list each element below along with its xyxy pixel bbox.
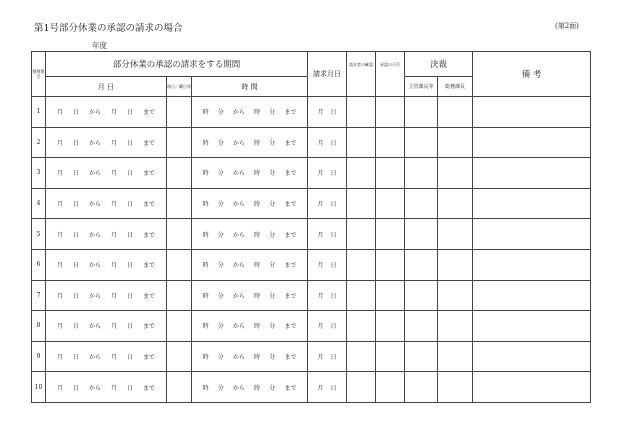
- time-text: から: [232, 262, 245, 270]
- time-text: 分: [217, 201, 224, 209]
- approval-cell[interactable]: [376, 372, 405, 403]
- time-text: 時: [202, 262, 209, 270]
- date-text: まで: [142, 109, 155, 117]
- time-text: 時: [202, 354, 209, 362]
- section-chief-cell[interactable]: [405, 188, 438, 219]
- weekday-cell[interactable]: [167, 249, 192, 280]
- table-row: [32, 188, 591, 219]
- section-chief-header: 主管課長等: [405, 77, 438, 97]
- time-text: まで: [284, 354, 297, 362]
- time-text: 分: [269, 354, 276, 362]
- weekday-cell[interactable]: [167, 311, 192, 342]
- section-chief-cell[interactable]: [405, 372, 438, 403]
- time-text: 時: [202, 384, 209, 392]
- table-row: [32, 249, 591, 280]
- date-text: 日: [72, 139, 79, 147]
- date-text: 日: [126, 170, 133, 178]
- general-affairs-cell[interactable]: [438, 188, 473, 219]
- time-text: 時: [254, 384, 261, 392]
- req-text: 日: [330, 201, 337, 209]
- approval-cell[interactable]: [376, 127, 405, 158]
- approval-header: 承認の可否: [376, 52, 405, 97]
- row-number: 1: [32, 97, 46, 128]
- date-text: 日: [126, 262, 133, 270]
- date-text: まで: [142, 384, 155, 392]
- time-text: 時: [254, 139, 261, 147]
- general-affairs-cell[interactable]: [438, 280, 473, 311]
- req-text: 月: [317, 384, 324, 392]
- date-text: 日: [72, 384, 79, 392]
- date-text: から: [88, 231, 101, 239]
- req-text: 日: [330, 170, 337, 178]
- date-text: 日: [72, 262, 79, 270]
- row-number: 6: [32, 249, 46, 280]
- time-cell[interactable]: [192, 311, 308, 342]
- date-text: から: [88, 170, 101, 178]
- date-text: 月: [110, 139, 117, 147]
- req-text: 月: [317, 323, 324, 331]
- section-chief-cell[interactable]: [405, 311, 438, 342]
- section-chief-cell[interactable]: [405, 280, 438, 311]
- req-text: 日: [330, 323, 337, 331]
- approval-cell[interactable]: [376, 97, 405, 128]
- date-text: まで: [142, 262, 155, 270]
- approval-cell[interactable]: [376, 341, 405, 372]
- date-text: 月: [110, 323, 117, 331]
- date-cell[interactable]: [46, 311, 167, 342]
- weekday-cell[interactable]: [167, 158, 192, 189]
- time-text: から: [232, 139, 245, 147]
- request-date-cell[interactable]: [308, 158, 347, 189]
- req-text: 月: [317, 170, 324, 178]
- row-number: 3: [32, 158, 46, 189]
- req-text: 月: [317, 262, 324, 270]
- requester-check-cell[interactable]: [347, 341, 376, 372]
- remarks-cell[interactable]: [473, 311, 591, 342]
- date-text: から: [88, 139, 101, 147]
- date-text: 月: [110, 262, 117, 270]
- request-date-cell[interactable]: [308, 311, 347, 342]
- time-text: から: [232, 109, 245, 117]
- weekday-cell[interactable]: [167, 97, 192, 128]
- date-text: 月: [56, 231, 63, 239]
- weekday-cell[interactable]: [167, 280, 192, 311]
- time-text: 時: [254, 231, 261, 239]
- date-text: 日: [72, 109, 79, 117]
- time-text: 分: [269, 170, 276, 178]
- time-text: 分: [269, 292, 276, 300]
- time-cell[interactable]: [192, 249, 308, 280]
- date-text: から: [88, 292, 101, 300]
- weekday-cell[interactable]: [167, 188, 192, 219]
- time-text: まで: [284, 170, 297, 178]
- time-cell[interactable]: [192, 372, 308, 403]
- time-text: から: [232, 384, 245, 392]
- time-cell[interactable]: [192, 127, 308, 158]
- general-affairs-cell[interactable]: [438, 372, 473, 403]
- row-number: 5: [32, 219, 46, 250]
- remarks-cell[interactable]: [473, 158, 591, 189]
- time-cell[interactable]: [192, 158, 308, 189]
- approval-cell[interactable]: [376, 249, 405, 280]
- date-text: 月: [56, 323, 63, 331]
- requester-check-cell[interactable]: [347, 372, 376, 403]
- fiscal-year-label: 年度: [92, 41, 107, 50]
- remarks-header: 備 考: [473, 52, 591, 97]
- request-date-cell[interactable]: [308, 280, 347, 311]
- date-cell[interactable]: [46, 372, 167, 403]
- time-cell[interactable]: [192, 97, 308, 128]
- time-text: 分: [269, 109, 276, 117]
- approval-cell[interactable]: [376, 280, 405, 311]
- date-text: から: [88, 384, 101, 392]
- time-text: から: [232, 201, 245, 209]
- table-row: [32, 219, 591, 250]
- time-text: から: [232, 323, 245, 331]
- date-text: 日: [126, 323, 133, 331]
- req-text: 日: [330, 384, 337, 392]
- row-number: 9: [32, 341, 46, 372]
- date-text: 月: [110, 384, 117, 392]
- requester-check-cell[interactable]: [347, 188, 376, 219]
- general-affairs-cell[interactable]: [438, 158, 473, 189]
- time-text: 分: [269, 323, 276, 331]
- approval-cell[interactable]: [376, 188, 405, 219]
- time-text: まで: [284, 201, 297, 209]
- date-text: 日: [126, 384, 133, 392]
- time-text: 分: [269, 139, 276, 147]
- date-text: 月: [56, 139, 63, 147]
- req-text: 月: [317, 109, 324, 117]
- date-text: 月: [110, 231, 117, 239]
- weekday-header: 毎日／曜日等: [167, 77, 192, 97]
- req-text: 日: [330, 139, 337, 147]
- general-affairs-header: 総務課長: [438, 77, 473, 97]
- req-text: 日: [330, 231, 337, 239]
- row-number: 7: [32, 280, 46, 311]
- page-label: (第2面): [555, 22, 579, 30]
- remarks-cell[interactable]: [473, 188, 591, 219]
- time-text: から: [232, 292, 245, 300]
- date-text: 月: [110, 292, 117, 300]
- date-text: まで: [142, 231, 155, 239]
- request-date-cell[interactable]: [308, 97, 347, 128]
- date-cell[interactable]: [46, 188, 167, 219]
- req-text: 日: [330, 292, 337, 300]
- table-row: [32, 311, 591, 342]
- section-chief-cell[interactable]: [405, 219, 438, 250]
- date-text: 日: [126, 201, 133, 209]
- req-text: 月: [317, 231, 324, 239]
- time-cell[interactable]: [192, 219, 308, 250]
- weekday-cell[interactable]: [167, 372, 192, 403]
- date-text: 月: [56, 170, 63, 178]
- date-cell[interactable]: [46, 280, 167, 311]
- requester-check-cell[interactable]: [347, 219, 376, 250]
- remarks-cell[interactable]: [473, 219, 591, 250]
- weekday-cell[interactable]: [167, 219, 192, 250]
- time-text: 時: [254, 170, 261, 178]
- date-text: 月: [56, 292, 63, 300]
- time-text: まで: [284, 292, 297, 300]
- remarks-cell[interactable]: [473, 280, 591, 311]
- time-text: 時: [202, 231, 209, 239]
- time-cell[interactable]: [192, 280, 308, 311]
- time-text: 分: [217, 292, 224, 300]
- row-number: 10: [32, 372, 46, 403]
- request-date-cell[interactable]: [308, 372, 347, 403]
- table-row: [32, 158, 591, 189]
- date-cell[interactable]: [46, 219, 167, 250]
- request-date-cell[interactable]: [308, 188, 347, 219]
- date-text: まで: [142, 323, 155, 331]
- date-text: 月: [56, 384, 63, 392]
- request-date-header: 請求月日: [308, 52, 347, 97]
- time-text: から: [232, 231, 245, 239]
- time-text: まで: [284, 109, 297, 117]
- time-text: 分: [217, 354, 224, 362]
- date-text: 月: [110, 354, 117, 362]
- time-text: まで: [284, 384, 297, 392]
- date-cell[interactable]: [46, 97, 167, 128]
- table-row: [32, 97, 591, 128]
- remarks-cell[interactable]: [473, 97, 591, 128]
- time-cell[interactable]: [192, 341, 308, 372]
- approval-cell[interactable]: [376, 311, 405, 342]
- time-text: まで: [284, 262, 297, 270]
- weekday-cell[interactable]: [167, 341, 192, 372]
- row-number: 8: [32, 311, 46, 342]
- form-title: 第1号部分休業の承認の請求の場合: [34, 23, 183, 34]
- request-date-cell[interactable]: [308, 219, 347, 250]
- section-chief-cell[interactable]: [405, 249, 438, 280]
- time-text: まで: [284, 323, 297, 331]
- date-text: から: [88, 323, 101, 331]
- time-text: 分: [269, 231, 276, 239]
- req-text: 月: [317, 139, 324, 147]
- date-cell[interactable]: [46, 127, 167, 158]
- general-affairs-cell[interactable]: [438, 341, 473, 372]
- req-text: 日: [330, 109, 337, 117]
- general-affairs-cell[interactable]: [438, 219, 473, 250]
- requester-check-cell[interactable]: [347, 311, 376, 342]
- time-text: 時: [254, 262, 261, 270]
- approval-cell[interactable]: [376, 158, 405, 189]
- date-text: まで: [142, 170, 155, 178]
- request-date-cell[interactable]: [308, 127, 347, 158]
- request-date-cell[interactable]: [308, 341, 347, 372]
- req-text: 月: [317, 354, 324, 362]
- date-text: 日: [126, 109, 133, 117]
- req-text: 月: [317, 201, 324, 209]
- table-row: [32, 341, 591, 372]
- remarks-cell[interactable]: [473, 372, 591, 403]
- date-text: まで: [142, 354, 155, 362]
- time-text: 時: [202, 323, 209, 331]
- time-text: 時: [202, 170, 209, 178]
- time-text: 分: [269, 384, 276, 392]
- requester-check-cell[interactable]: [347, 158, 376, 189]
- date-text: 日: [72, 231, 79, 239]
- req-text: 月: [317, 292, 324, 300]
- time-text: 分: [217, 262, 224, 270]
- time-text: 分: [269, 262, 276, 270]
- time-text: 時: [202, 292, 209, 300]
- time-header: 時 間: [192, 77, 308, 97]
- section-chief-cell[interactable]: [405, 97, 438, 128]
- time-text: まで: [284, 139, 297, 147]
- period-header: 部分休業の承認の請求をする期間: [46, 52, 308, 77]
- row-number: 4: [32, 188, 46, 219]
- req-text: 日: [330, 262, 337, 270]
- date-text: 日: [126, 231, 133, 239]
- remarks-cell[interactable]: [473, 341, 591, 372]
- req-text: 日: [330, 354, 337, 362]
- time-text: 分: [217, 139, 224, 147]
- general-affairs-cell[interactable]: [438, 249, 473, 280]
- date-header: 月 日: [46, 77, 167, 97]
- section-chief-cell[interactable]: [405, 341, 438, 372]
- date-cell[interactable]: [46, 341, 167, 372]
- time-text: 時: [254, 323, 261, 331]
- date-text: 月: [110, 109, 117, 117]
- time-text: 時: [202, 201, 209, 209]
- decision-header: 決裁: [405, 52, 473, 77]
- date-text: 日: [72, 323, 79, 331]
- time-text: 時: [254, 292, 261, 300]
- date-text: から: [88, 262, 101, 270]
- date-text: まで: [142, 139, 155, 147]
- date-text: 日: [126, 139, 133, 147]
- date-text: まで: [142, 292, 155, 300]
- request-date-cell[interactable]: [308, 249, 347, 280]
- date-cell[interactable]: [46, 249, 167, 280]
- row-number: 2: [32, 127, 46, 158]
- general-affairs-cell[interactable]: [438, 311, 473, 342]
- date-text: から: [88, 201, 101, 209]
- date-text: 日: [72, 201, 79, 209]
- date-text: まで: [142, 201, 155, 209]
- date-text: 月: [56, 354, 63, 362]
- approval-cell[interactable]: [376, 219, 405, 250]
- section-chief-cell[interactable]: [405, 158, 438, 189]
- time-text: から: [232, 170, 245, 178]
- time-text: 時: [202, 139, 209, 147]
- date-cell[interactable]: [46, 158, 167, 189]
- date-text: 日: [72, 170, 79, 178]
- requester-check-header: 請求者の確認: [347, 52, 376, 97]
- date-text: から: [88, 354, 101, 362]
- general-affairs-cell[interactable]: [438, 97, 473, 128]
- request-table: [31, 51, 591, 403]
- date-text: 月: [56, 109, 63, 117]
- date-text: から: [88, 109, 101, 117]
- time-text: から: [232, 354, 245, 362]
- time-text: 時: [202, 109, 209, 117]
- date-text: 月: [56, 201, 63, 209]
- time-text: 分: [217, 109, 224, 117]
- requester-check-cell[interactable]: [347, 97, 376, 128]
- date-text: 日: [72, 354, 79, 362]
- serial-header: 整理番号: [32, 52, 46, 97]
- weekday-cell[interactable]: [167, 127, 192, 158]
- time-text: 分: [217, 384, 224, 392]
- section-chief-cell[interactable]: [405, 127, 438, 158]
- time-text: まで: [284, 231, 297, 239]
- time-text: 分: [217, 170, 224, 178]
- time-cell[interactable]: [192, 188, 308, 219]
- requester-check-cell[interactable]: [347, 280, 376, 311]
- remarks-cell[interactable]: [473, 127, 591, 158]
- date-text: 日: [126, 292, 133, 300]
- remarks-cell[interactable]: [473, 249, 591, 280]
- date-text: 月: [56, 262, 63, 270]
- requester-check-cell[interactable]: [347, 127, 376, 158]
- table-row: [32, 280, 591, 311]
- table-row: [32, 127, 591, 158]
- date-text: 日: [126, 354, 133, 362]
- table-row: [32, 372, 591, 403]
- time-text: 分: [217, 323, 224, 331]
- time-text: 分: [217, 231, 224, 239]
- date-text: 月: [110, 201, 117, 209]
- requester-check-cell[interactable]: [347, 249, 376, 280]
- time-text: 時: [254, 354, 261, 362]
- time-text: 時: [254, 201, 261, 209]
- time-text: 分: [269, 201, 276, 209]
- date-text: 日: [72, 292, 79, 300]
- time-text: 時: [254, 109, 261, 117]
- date-text: 月: [110, 170, 117, 178]
- general-affairs-cell[interactable]: [438, 127, 473, 158]
